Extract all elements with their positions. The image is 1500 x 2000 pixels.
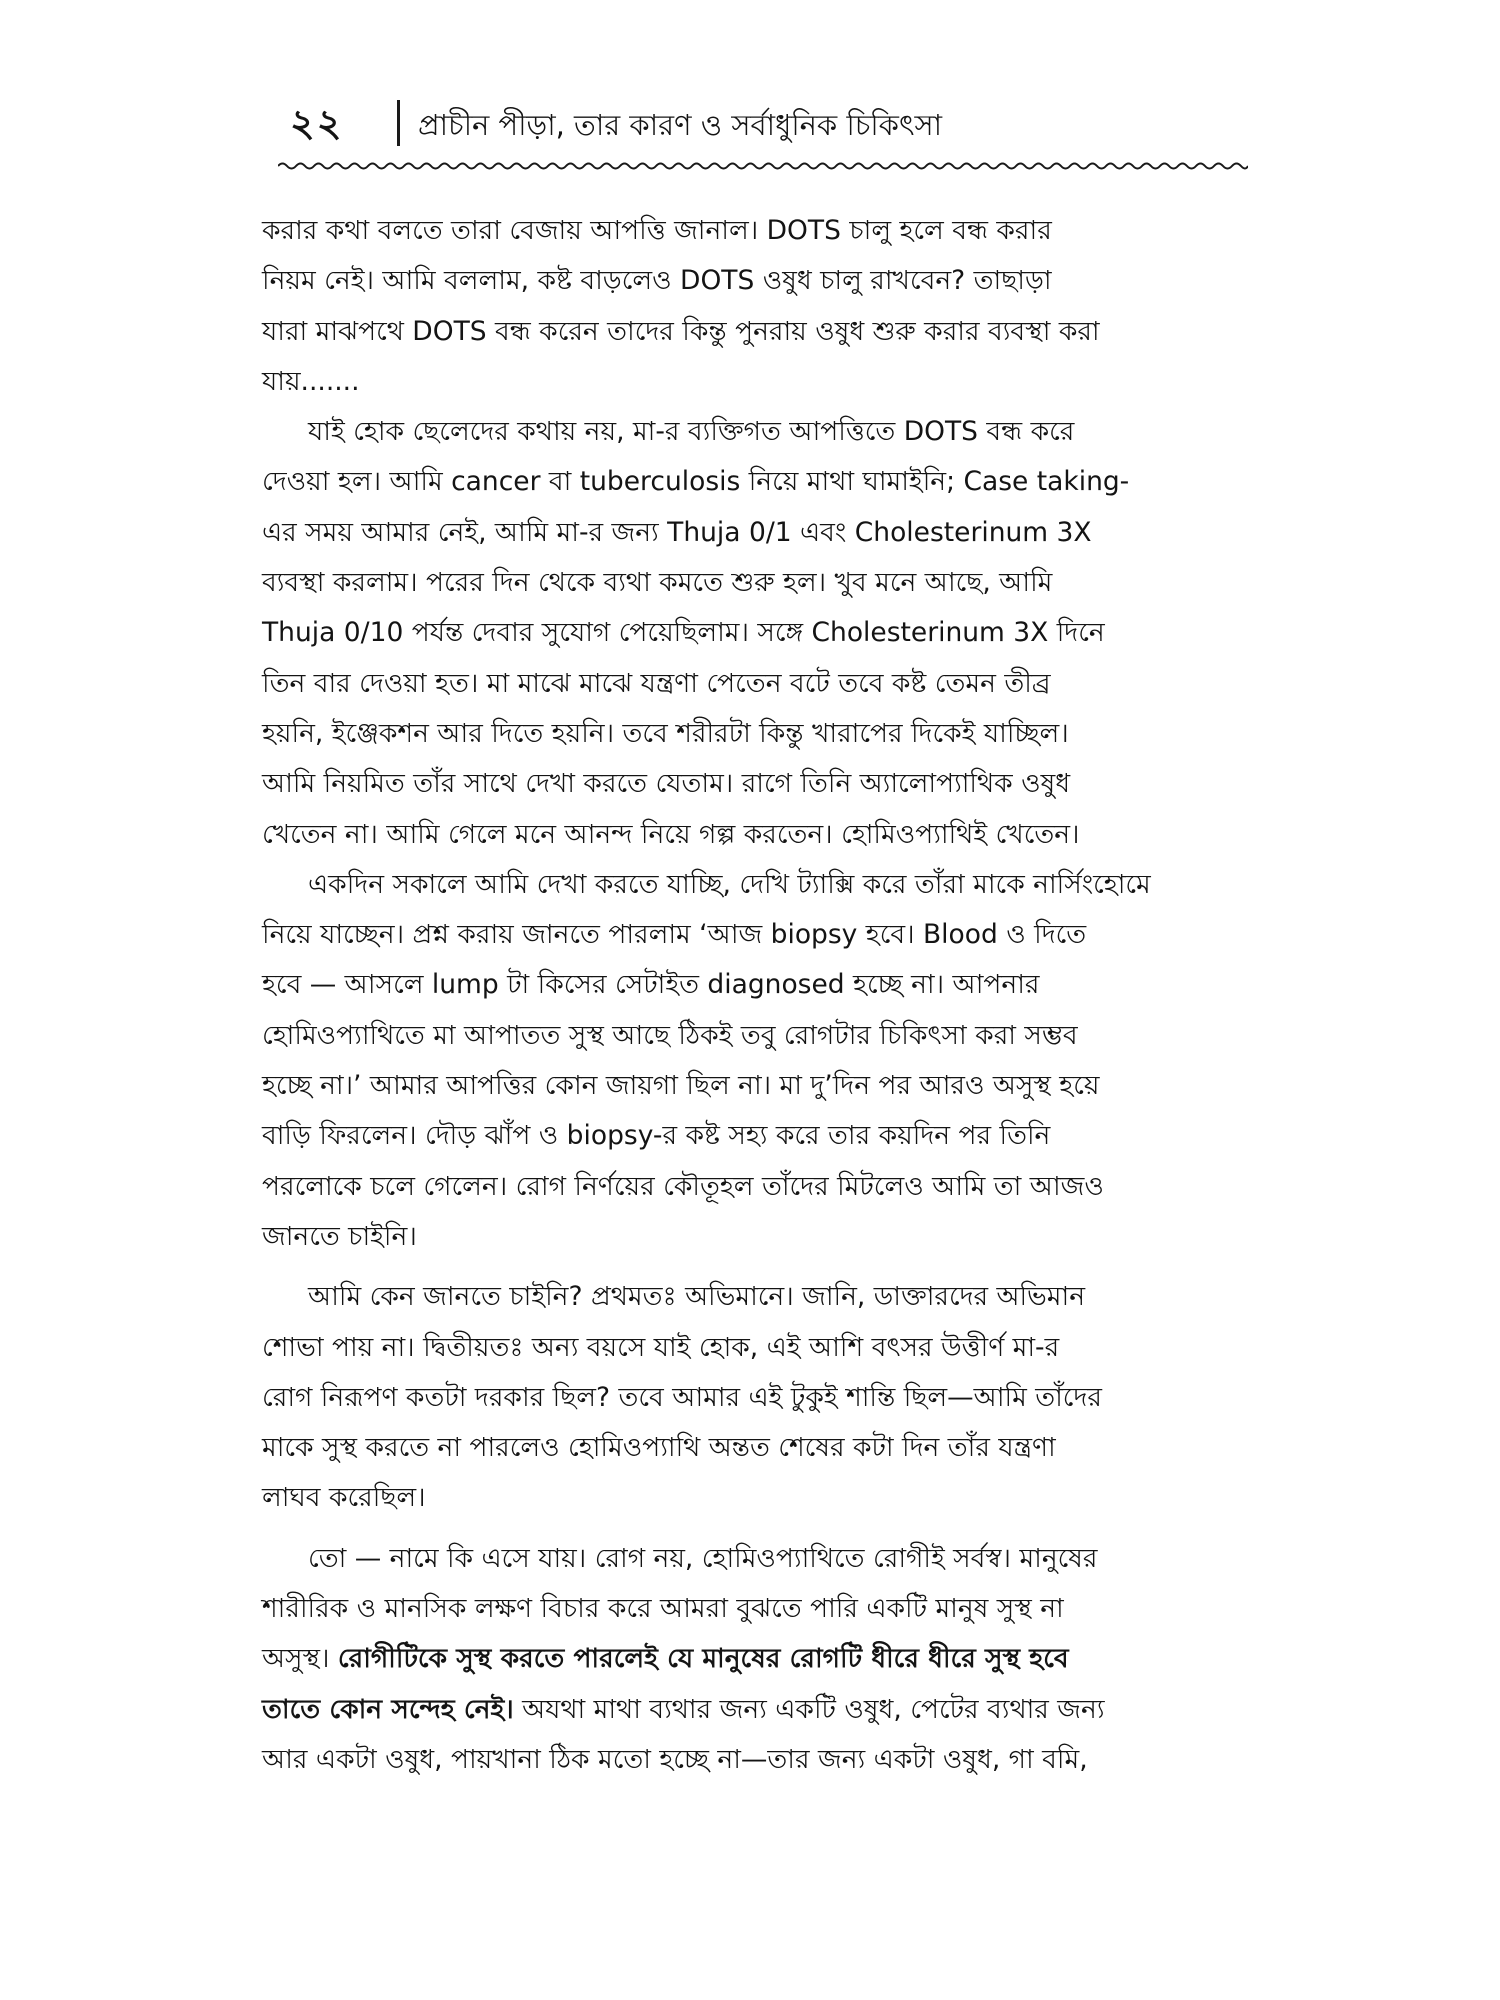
body-text [262, 206, 1252, 1785]
paragraph-5-bold-sentence: রোগীটিকে সুস্থ করতে পারলেই যে মানুষের রোগটি ধীরে ধীরে সুস্থ হবে তাতে কোন সন্দেহ নেই। [262, 1643, 1069, 1725]
paragraph-5 [262, 1534, 1252, 1785]
paragraph-5-lead: তো — নামে কি এসে যায়। রোগ নয়, হোমিওপ্যাথিতে রোগীই সর্বস্ব। মানুষের শারীরিক ও মানসিক লক্ষণ বিচার করে আমরা বুঝতে পারি একটি মানুষ সুস্থ না অসুস্থ। [262, 1542, 1098, 1675]
page-header [290, 96, 1250, 166]
paragraph-1: করার কথা বলতে তারা বেজায় আপত্তি জানাল। DOTS চালু হলে বন্ধ করার নিয়ম নেই। আমি বললাম, কষ্ট বাড়লেও DOTS ওষুধ চালু রাখবেন? তাছাড়া যারা মাঝপথে DOTS বন্ধ করেন তাদের কিন্তু পুনরায় ওষুধ শুরু করার ব্যবস্থা করা যায়....... [262, 215, 1100, 397]
paragraph-5-tail: অযথা মাথা ব্যথার জন্য একটি ওষুধ, পেটের ব্যথার জন্য আর একটা ওষুধ, পায়খানা ঠিক মতো হচ্ছে না—তার জন্য একটা ওষুধ, গা বমি, [262, 1693, 1105, 1775]
running-title: প্রাচীন পীড়া, তার কারণ ও সর্বাধুনিক চিকিৎসা [418, 108, 943, 142]
paragraph-4: আমি কেন জানতে চাইনি? প্রথমতঃ অভিমানে। জানি, ডাক্তারদের অভিমান শোভা পায় না। দ্বিতীয়তঃ অন্য বয়সে যাই হোক, এই আশি বৎসর উত্তীর্ণ মা-র রোগ নিরূপণ কতটা দরকার ছিল? তবে আমার এই টুকুই শান্তি ছিল—আমি তাঁদের মাকে সুস্থ করতে না পারলেও হোমিওপ্যাথি অন্তত শেষের কটা দিন তাঁর যন্ত্রণা লাঘব করেছিল। [262, 1281, 1102, 1514]
wavy-rule-decoration [278, 158, 1248, 174]
paragraph-2: যাই হোক ছেলেদের কথায় নয়, মা-র ব্যক্তিগত আপত্তিতে DOTS বন্ধ করে দেওয়া হল। আমি cancer বা tuberculosis নিয়ে মাথা ঘামাইনি; Case taking- এর সময় আমার নেই, আমি মা-র জন্য Thuja 0/1 এবং Cholesterinum 3X ব্যবস্থা করলাম। পরের দিন থেকে ব্যথা কমতে শুরু হল। খুব মনে আছে, আমি Thuja 0/10 পর্যন্ত দেবার সুযোগ পেয়েছিলাম। সঙ্গে Cholesterinum 3X দিনে তিন বার দেওয়া হত। মা মাঝে মাঝে যন্ত্রণা পেতেন বটে তবে কষ্ট তেমন তীব্র হয়নি, ইঞ্জেকশন আর দিতে হয়নি। তবে শরীরটা কিন্তু খারাপের দিকেই যাচ্ছিল। আমি নিয়মিত তাঁর সাথে দেখা করতে যেতাম। রাগে তিনি অ্যালোপ্যাথিক ওষুধ খেতেন না। আমি গেলে মনে আনন্দ নিয়ে গল্প করতেন। হোমিওপ্যাথিই খেতেন। [262, 416, 1130, 850]
paragraph-3: একদিন সকালে আমি দেখা করতে যাচ্ছি, দেখি ট্যাক্সি করে তাঁরা মাকে নার্সিংহোমে নিয়ে যাচ্ছেন। প্রশ্ন করায় জানতে পারলাম ‘আজ biopsy হবে। Blood ও দিতে হবে — আসলে lump টা কিসের সেটাইত diagnosed হচ্ছে না। আপনার হোমিওপ্যাথিতে মা আপাতত সুস্থ আছে ঠিকই তবু রোগটার চিকিৎসা করা সম্ভব হচ্ছে না।’ আমার আপত্তির কোন জায়গা ছিল না। মা দু’দিন পর আরও অসুস্থ হয়ে বাড়ি ফিরলেন। দৌড় ঝাঁপ ও biopsy-র কষ্ট সহ্য করে তার কয়দিন পর তিনি পরলোকে চলে গেলেন। রোগ নির্ণয়ের কৌতূহল তাঁদের মিটলেও আমি তা আজও জানতে চাইনি। [262, 868, 1151, 1252]
page-number: ২২ [290, 101, 344, 145]
header-divider [397, 100, 400, 146]
